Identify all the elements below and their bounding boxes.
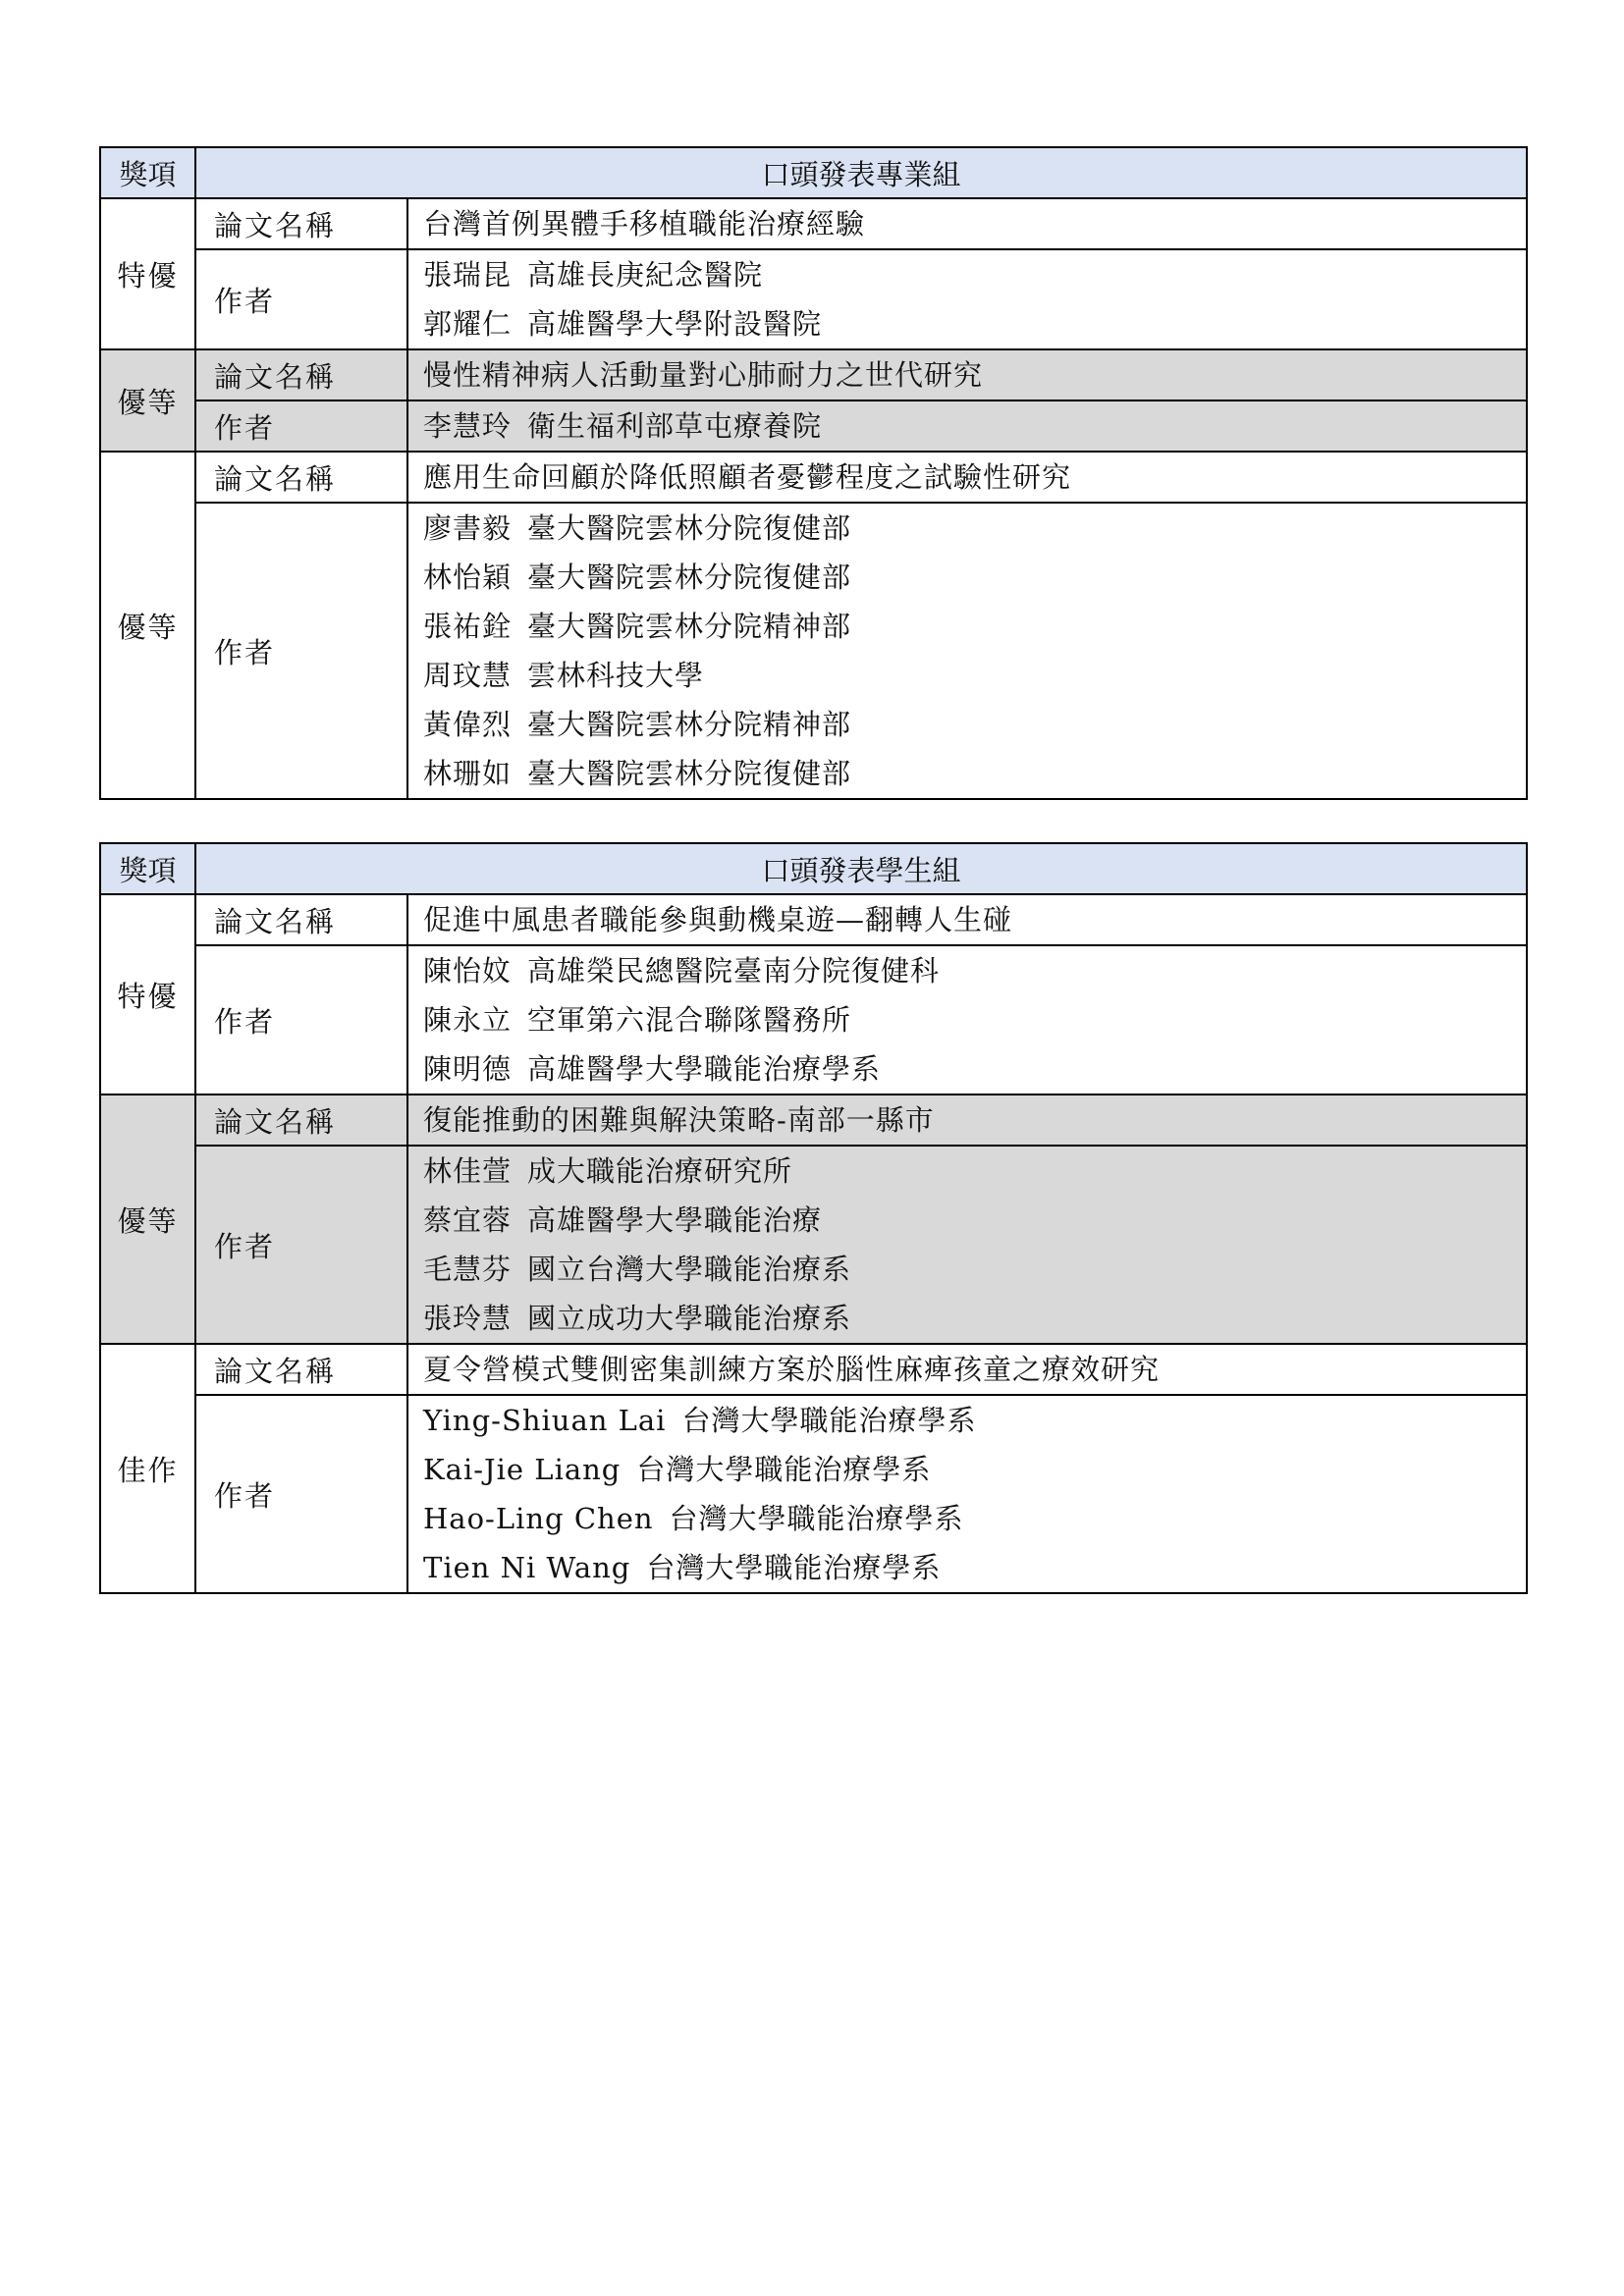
- author-entry: [423, 250, 1526, 299]
- paper-title-label: 論文名稱: [195, 198, 407, 249]
- paper-title-text: 促進中風患者職能參與動機桌遊—翻轉人生碰: [423, 903, 1013, 936]
- author-name: 陳怡妏: [423, 954, 513, 988]
- paper-title-text: 慢性精神病人活動量對心肺耐力之世代研究: [423, 358, 984, 392]
- authors-row: [100, 1146, 1527, 1344]
- author-name: 李慧玲: [423, 409, 513, 443]
- author-affiliation: 高雄醫學大學附設醫院: [527, 307, 823, 341]
- award-table: [99, 842, 1528, 1594]
- paper-title-text: 復能推動的困難與解決策略-南部一縣市: [423, 1103, 935, 1137]
- authors-list: [407, 1395, 1527, 1593]
- author-entry: [423, 553, 1526, 602]
- authors-list: [407, 503, 1527, 799]
- author-affiliation: 臺大醫院雲林分院復健部: [527, 561, 852, 594]
- author-affiliation: 國立成功大學職能治療系: [527, 1302, 852, 1335]
- author-name: 黃偉烈: [423, 708, 513, 741]
- authors-label: 作者: [195, 400, 407, 452]
- author-entry: [423, 1543, 1526, 1592]
- authors-label: 作者: [195, 249, 407, 349]
- author-entry: [423, 1196, 1526, 1245]
- authors-row: [100, 249, 1527, 349]
- author-entry: [423, 1396, 1526, 1445]
- authors-list: [407, 400, 1527, 452]
- award-rank: 優等: [100, 1095, 195, 1344]
- author-name: 林怡穎: [423, 561, 513, 594]
- author-entry: [423, 1494, 1526, 1543]
- authors-row: [100, 400, 1527, 452]
- author-name: 周玟慧: [423, 659, 513, 692]
- paper-title-label: 論文名稱: [195, 1344, 407, 1395]
- authors-list: [407, 1146, 1527, 1344]
- authors-list: [407, 945, 1527, 1095]
- header-award-label: 獎項: [100, 147, 195, 198]
- author-name: Tien Ni Wang: [423, 1551, 631, 1584]
- author-entry: [423, 401, 1526, 451]
- author-name: 蔡宜蓉: [423, 1203, 513, 1237]
- author-affiliation: 空軍第六混合聯隊醫務所: [527, 1003, 852, 1037]
- author-affiliation: 成大職能治療研究所: [527, 1154, 793, 1188]
- author-affiliation: 雲林科技大學: [527, 659, 705, 692]
- paper-title: [407, 198, 1527, 249]
- paper-title-label: 論文名稱: [195, 452, 407, 503]
- paper-title-label: 論文名稱: [195, 1095, 407, 1146]
- author-entry: [423, 504, 1526, 553]
- author-affiliation: 衛生福利部草屯療養院: [527, 409, 823, 443]
- paper-title-row: [100, 1344, 1527, 1395]
- author-name: 張玲慧: [423, 1302, 513, 1335]
- author-name: Kai-Jie Liang: [423, 1453, 622, 1486]
- author-name: 廖書毅: [423, 511, 513, 545]
- author-entry: [423, 1294, 1526, 1343]
- author-name: 林珊如: [423, 757, 513, 790]
- authors-row: [100, 945, 1527, 1095]
- author-affiliation: 臺大醫院雲林分院復健部: [527, 511, 852, 545]
- paper-title-row: [100, 452, 1527, 503]
- authors-row: [100, 503, 1527, 799]
- paper-title: [407, 894, 1527, 945]
- authors-list: [407, 249, 1527, 349]
- table-title: 口頭發表專業組: [195, 147, 1527, 198]
- author-entry: [423, 1245, 1526, 1294]
- author-name: 張瑞昆: [423, 258, 513, 292]
- author-entry: [423, 749, 1526, 798]
- author-affiliation: 高雄醫學大學職能治療: [527, 1203, 823, 1237]
- author-name: 張祐銓: [423, 610, 513, 643]
- author-affiliation: 台灣大學職能治療學系: [669, 1502, 964, 1535]
- author-entry: [423, 700, 1526, 749]
- author-entry: [423, 602, 1526, 651]
- author-affiliation: 台灣大學職能治療學系: [646, 1551, 942, 1584]
- paper-title-row: [100, 894, 1527, 945]
- author-affiliation: 國立台灣大學職能治療系: [527, 1253, 852, 1286]
- paper-title-row: [100, 1095, 1527, 1146]
- author-entry: [423, 1147, 1526, 1196]
- table-header-row: [100, 843, 1527, 894]
- award-rank: 特優: [100, 894, 195, 1095]
- authors-label: 作者: [195, 945, 407, 1095]
- author-entry: [423, 651, 1526, 700]
- author-entry: [423, 995, 1526, 1044]
- award-rank: 特優: [100, 198, 195, 349]
- award-table: [99, 146, 1528, 800]
- author-affiliation: 高雄榮民總醫院臺南分院復健科: [527, 954, 941, 988]
- paper-title-label: 論文名稱: [195, 894, 407, 945]
- author-affiliation: 台灣大學職能治療學系: [681, 1404, 977, 1437]
- paper-title: [407, 349, 1527, 400]
- paper-title-text: 應用生命回顧於降低照顧者憂鬱程度之試驗性研究: [423, 460, 1072, 494]
- author-affiliation: 臺大醫院雲林分院精神部: [527, 708, 852, 741]
- paper-title: [407, 1344, 1527, 1395]
- authors-label: 作者: [195, 1395, 407, 1593]
- paper-title-row: [100, 349, 1527, 400]
- award-rank: 優等: [100, 349, 195, 452]
- paper-title-text: 台灣首例異體手移植職能治療經驗: [423, 207, 866, 240]
- author-name: 毛慧芬: [423, 1253, 513, 1286]
- author-entry: [423, 299, 1526, 348]
- paper-title-text: 夏令營模式雙側密集訓練方案於腦性麻痺孩童之療效研究: [423, 1353, 1161, 1386]
- paper-title-label: 論文名稱: [195, 349, 407, 400]
- paper-title: [407, 452, 1527, 503]
- paper-title: [407, 1095, 1527, 1146]
- author-affiliation: 臺大醫院雲林分院復健部: [527, 757, 852, 790]
- author-entry: [423, 946, 1526, 995]
- award-rank: 佳作: [100, 1344, 195, 1593]
- author-name: Hao-Ling Chen: [423, 1502, 654, 1535]
- author-name: Ying-Shiuan Lai: [423, 1404, 667, 1437]
- author-affiliation: 高雄醫學大學職能治療學系: [527, 1052, 882, 1086]
- authors-label: 作者: [195, 1146, 407, 1344]
- author-name: 林佳萱: [423, 1154, 513, 1188]
- author-name: 郭耀仁: [423, 307, 513, 341]
- authors-label: 作者: [195, 503, 407, 799]
- author-affiliation: 高雄長庚紀念醫院: [527, 258, 764, 292]
- paper-title-row: [100, 198, 1527, 249]
- author-name: 陳明德: [423, 1052, 513, 1086]
- header-award-label: 獎項: [100, 843, 195, 894]
- author-entry: [423, 1445, 1526, 1494]
- award-rank: 優等: [100, 452, 195, 799]
- authors-row: [100, 1395, 1527, 1593]
- author-entry: [423, 1044, 1526, 1094]
- table-header-row: [100, 147, 1527, 198]
- author-name: 陳永立: [423, 1003, 513, 1037]
- table-title: 口頭發表學生組: [195, 843, 1527, 894]
- author-affiliation: 台灣大學職能治療學系: [636, 1453, 932, 1486]
- author-affiliation: 臺大醫院雲林分院精神部: [527, 610, 852, 643]
